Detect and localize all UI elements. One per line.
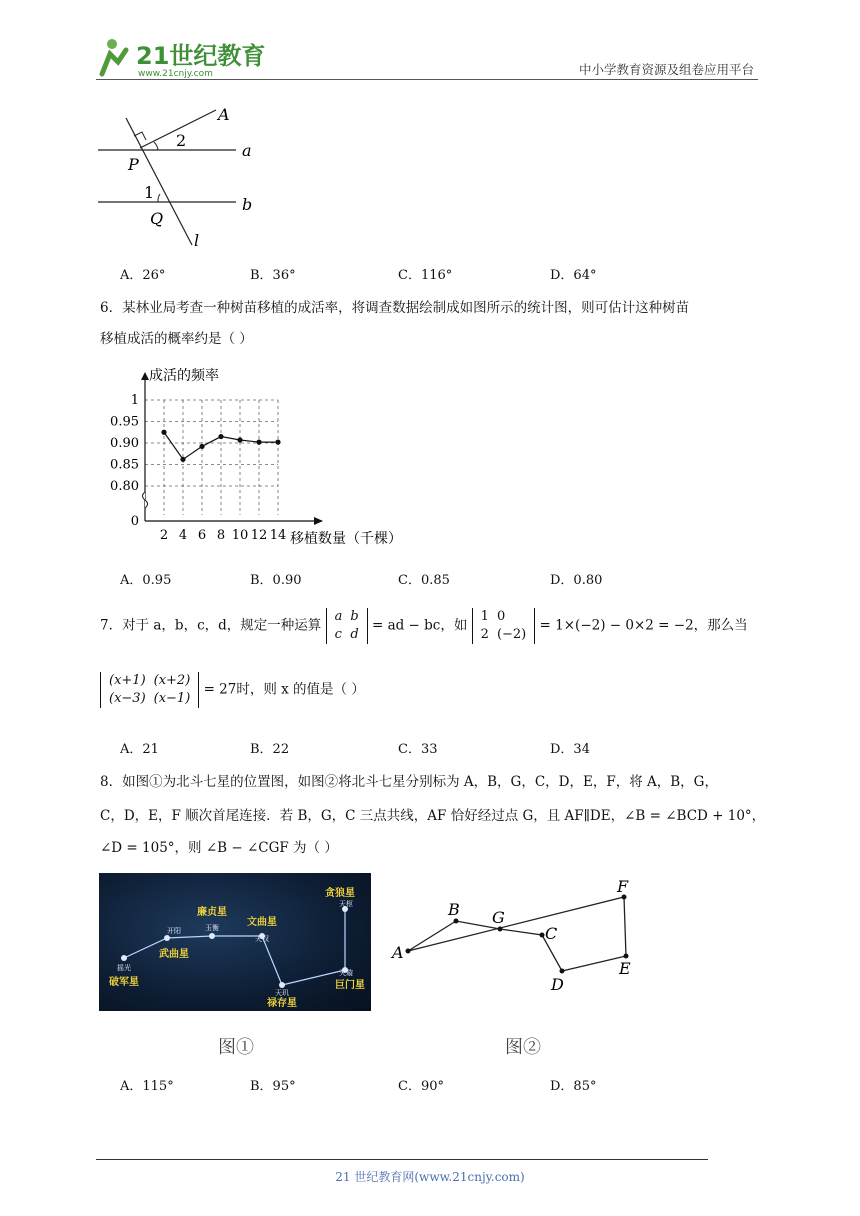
label-angle-1: 1 (144, 183, 155, 202)
q7-det-condition: (x+1) (x+2) (x−3) (x−1) (100, 672, 199, 708)
q7-prefix: 7．对于 a，b，c，d，规定一种运算 (100, 617, 322, 634)
data-point (218, 434, 223, 439)
svg-text:廉贞星: 廉贞星 (197, 907, 227, 918)
label-E: E (619, 959, 631, 978)
q8-line1: 8．如图①为北斗七星的位置图，如图②将北斗七星分别标为 A，B，G，C，D，E，F，将 A，B，G， (100, 774, 718, 790)
q7-option-c: C．33 (398, 742, 438, 757)
x-tick-label: 12 (250, 528, 268, 543)
logo-url: www.21cnjy.com (138, 69, 213, 79)
x-tick-label: 14 (269, 528, 287, 543)
label-Q: Q (150, 209, 164, 228)
label-D: D (551, 975, 564, 994)
q7-option-a: A．21 (120, 742, 159, 757)
svg-text:摇光: 摇光 (117, 964, 131, 972)
q6-line2: 移植成活的概率约是（ ） (100, 331, 253, 347)
x-tick-label: 8 (216, 528, 226, 543)
svg-text:天枢: 天枢 (339, 900, 353, 908)
label-a: a (242, 141, 252, 160)
svg-text:开阳: 开阳 (167, 927, 181, 935)
y-tick-label: 1 (130, 393, 139, 408)
label-b: b (242, 195, 253, 214)
q8-line2: C，D，E，F 顺次首尾连接．若 B，G，C 三点共线，AF 恰好经过点 G，且 AF∥DE，∠B = ∠BCD + 10°， (100, 808, 766, 824)
label-G: G (492, 908, 505, 927)
origin-label: 0 (130, 514, 139, 529)
figure-q5 (96, 100, 276, 254)
q7-det-example: 1 0 2 (−2) (472, 608, 536, 644)
q7-example: = 1×(−2) − 0×2 = −2，那么当 (539, 617, 748, 634)
y-axis-break (143, 492, 148, 508)
data-point (237, 437, 242, 442)
q5-option-d: D．64° (550, 268, 597, 283)
logo (96, 34, 266, 80)
y-axis-label: 成活的频率 (149, 368, 219, 384)
y-tick-label: 0.95 (110, 414, 139, 430)
label-A: A (218, 105, 230, 124)
svg-text:武曲星: 武曲星 (159, 949, 189, 960)
x-axis-label: 移植数量（千棵） (290, 531, 402, 547)
svg-text:贪狼星: 贪狼星 (325, 888, 355, 899)
footer-divider (96, 1159, 708, 1160)
svg-text:文曲星: 文曲星 (247, 917, 277, 928)
q6-option-c: C．0.85 (398, 573, 450, 588)
data-point (161, 430, 166, 435)
figure-big-dipper-photo (99, 873, 371, 1011)
q6-option-b: B．0.90 (250, 573, 302, 588)
q7-option-d: D．34 (550, 742, 590, 757)
q7-option-b: B．22 (250, 742, 290, 757)
x-tick-label: 6 (197, 528, 207, 543)
data-point (199, 444, 204, 449)
y-tick-label: 0.80 (110, 479, 139, 494)
q6-option-a: A．0.95 (120, 573, 172, 588)
q6-option-d: D．0.80 (550, 573, 603, 588)
footer-source: 21 世纪教育网(www.21cnjy.com) (335, 1170, 525, 1184)
label-A: A (392, 943, 404, 962)
q5-option-b: B．36° (250, 268, 296, 283)
label-F: F (617, 877, 629, 896)
data-point (275, 440, 280, 445)
label-B: B (448, 900, 460, 919)
q8-option-d: D．85° (550, 1079, 597, 1094)
x-tick-label: 4 (178, 528, 188, 543)
caption-figure-1: 图① (218, 1037, 254, 1058)
x-tick-label: 2 (159, 528, 169, 543)
svg-text:天璇: 天璇 (339, 969, 353, 977)
y-axis-arrow (141, 372, 149, 380)
q5-option-a: A．26° (120, 268, 166, 283)
svg-text:破军星: 破军星 (109, 977, 139, 988)
svg-text:玉衡: 玉衡 (205, 924, 219, 932)
x-axis-arrow (314, 517, 323, 525)
q8-option-a: A．115° (120, 1079, 174, 1094)
q8-option-c: C．90° (398, 1079, 444, 1094)
q6-line1: 6．某林业局考查一种树苗移植的成活率，将调查数据绘制成如图所示的统计图，则可估计这种树苗 (100, 300, 690, 316)
label-l: l (194, 231, 200, 250)
svg-text:天权: 天权 (255, 935, 269, 943)
y-tick-label: 0.85 (110, 457, 139, 473)
label-P: P (128, 155, 139, 174)
q8-option-b: B．95° (250, 1079, 296, 1094)
q7-line2 (100, 672, 365, 708)
q5-option-c: C．116° (398, 268, 453, 283)
data-point (256, 440, 261, 445)
logo-text: 21世纪教育 (136, 42, 266, 70)
figure-dipper-diagram (390, 872, 650, 1001)
label-C: C (545, 924, 558, 943)
svg-text:巨门星: 巨门星 (335, 980, 365, 991)
header-platform: 中小学教育资源及组卷应用平台 (578, 62, 754, 77)
x-tick-label: 10 (231, 528, 249, 543)
q7-det-definition: a b c d (326, 608, 368, 644)
svg-text:天玑: 天玑 (275, 989, 289, 997)
q7-condition: = 27时，则 x 的值是（ ） (203, 681, 365, 698)
survival-chart (100, 366, 440, 560)
q7-line1 (100, 608, 748, 644)
header-divider (96, 79, 758, 80)
y-tick-label: 0.90 (110, 436, 139, 451)
q8-line3: ∠D = 105°，则 ∠B − ∠CGF 为（ ） (100, 840, 338, 856)
svg-text:禄存星: 禄存星 (267, 998, 297, 1009)
data-point (180, 457, 185, 462)
label-angle-2: 2 (176, 131, 187, 150)
caption-figure-2: 图② (505, 1037, 541, 1058)
q7-definition: = ad − bc，如 (371, 617, 468, 634)
